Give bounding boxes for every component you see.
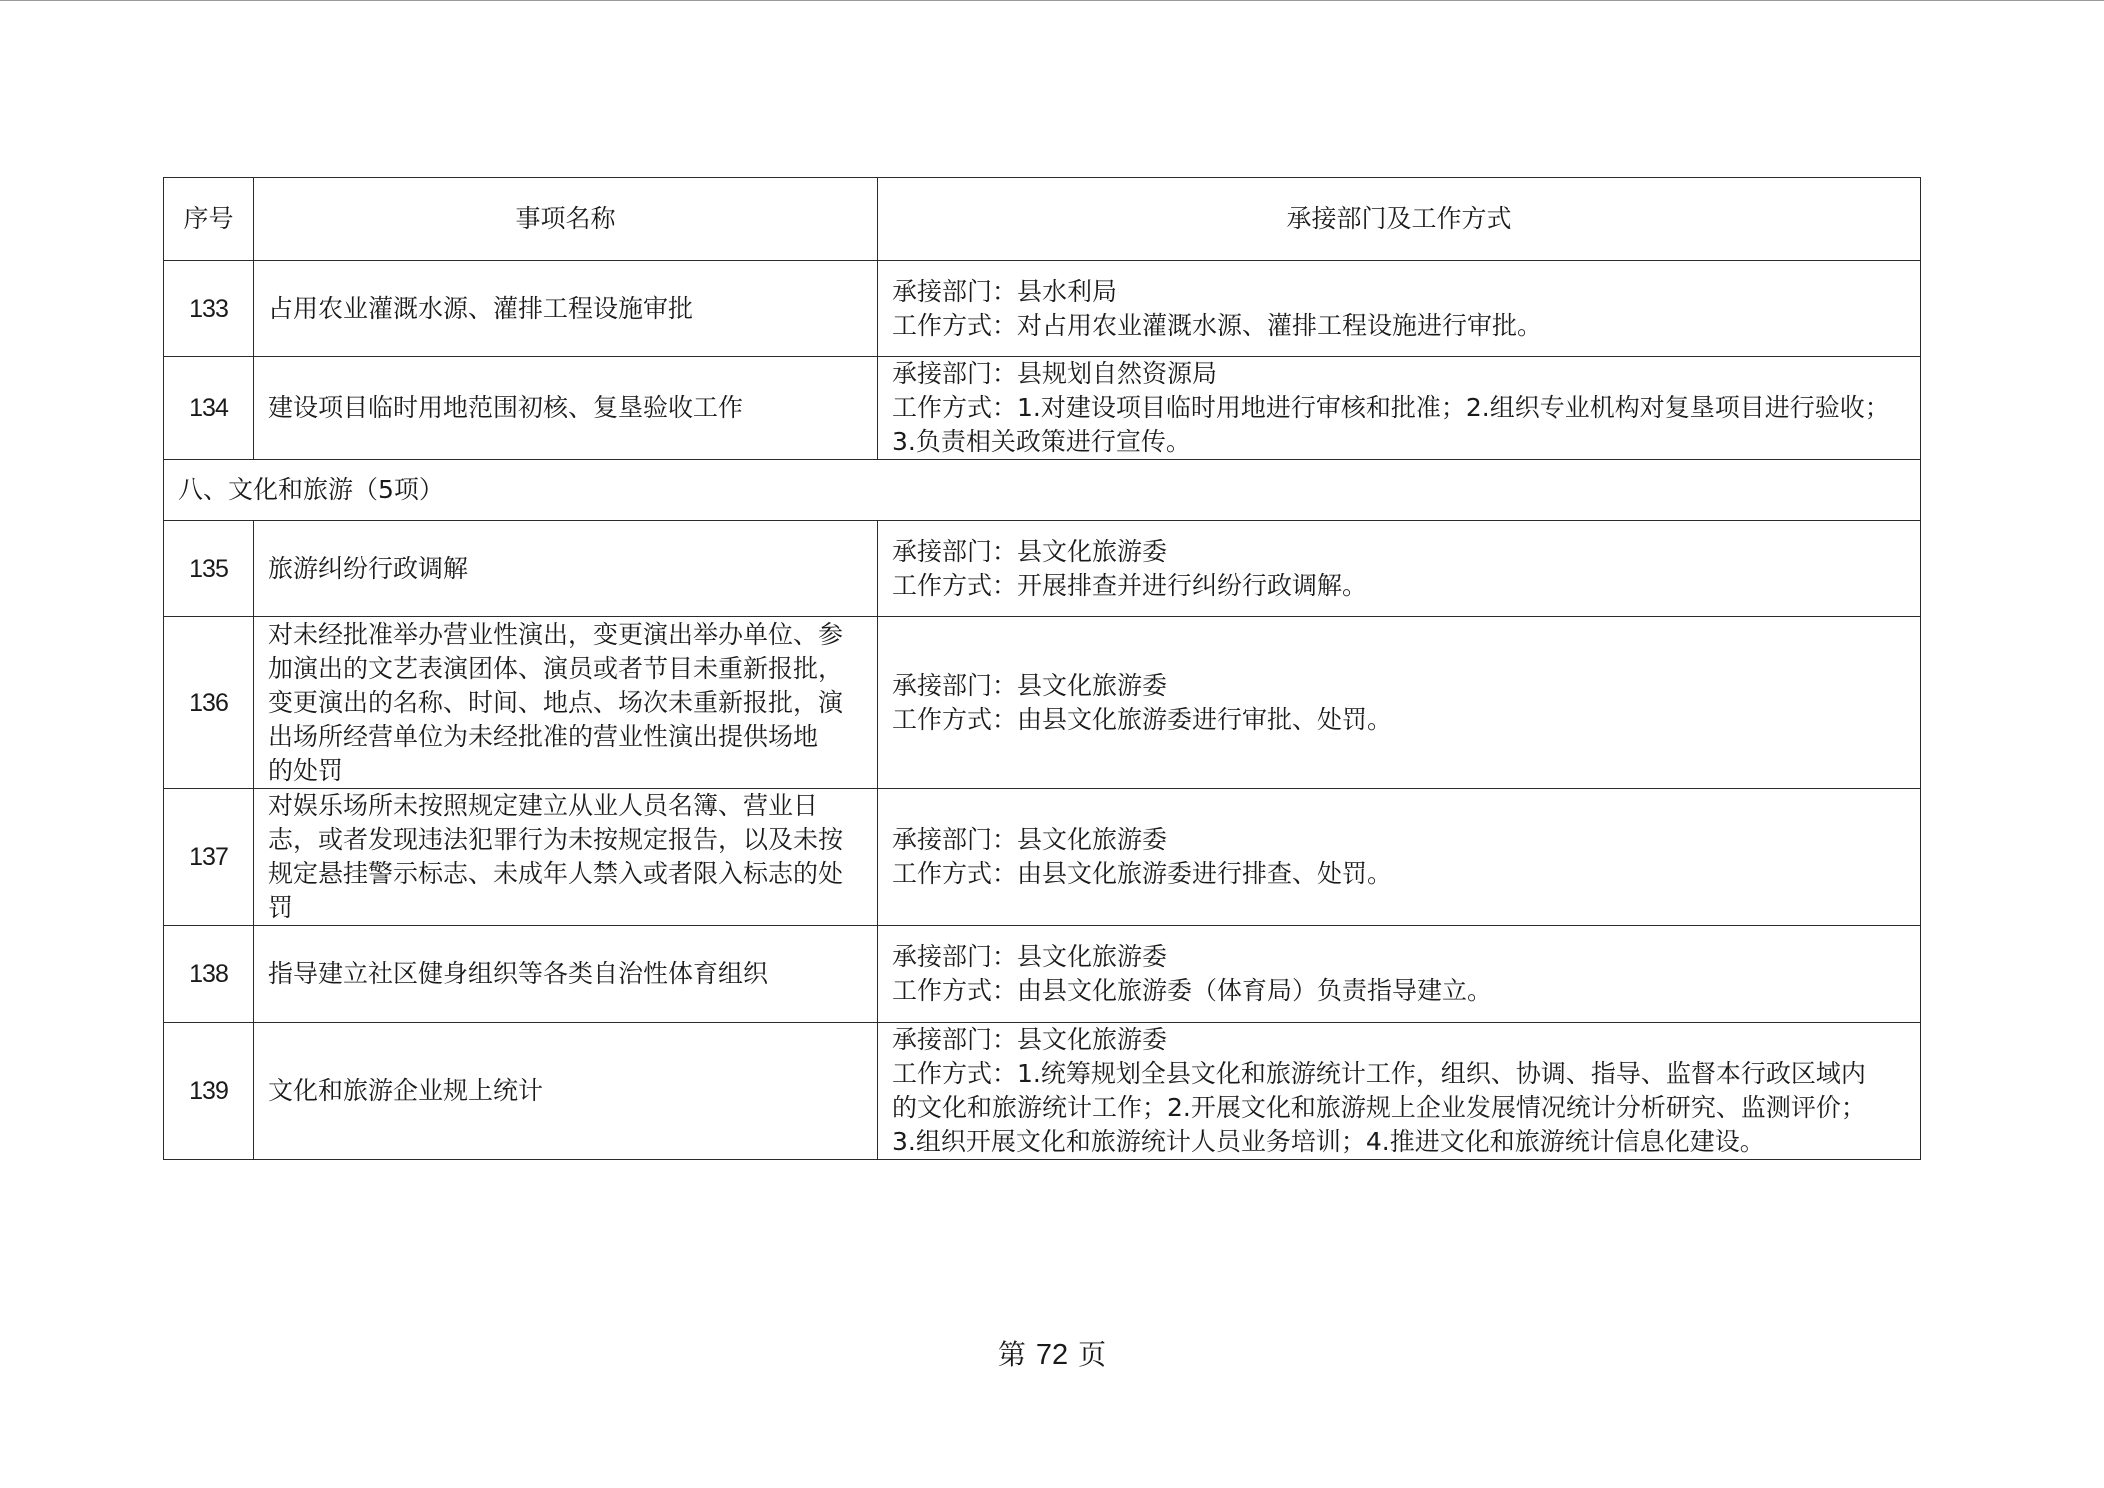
method-line: 工作方式：对占用农业灌溉水源、灌排工程设施进行审批。 bbox=[892, 310, 1543, 340]
row-department-method bbox=[878, 617, 1921, 789]
row-department-method bbox=[878, 1023, 1921, 1160]
row-serial-number: 138 bbox=[164, 926, 254, 1023]
item-name-line: 文化和旅游企业规上统计 bbox=[268, 1076, 544, 1105]
department-line: 承接部门：县文化旅游委 bbox=[892, 1025, 1168, 1054]
row-serial-number: 133 bbox=[164, 261, 254, 357]
page-top-edge bbox=[0, 0, 2104, 1]
row-department-method bbox=[878, 789, 1921, 926]
row-serial-number: 137 bbox=[164, 789, 254, 926]
page-number: 72 bbox=[1035, 1339, 1069, 1371]
row-serial-number: 136 bbox=[164, 617, 254, 789]
table-row bbox=[164, 261, 1921, 357]
row-item-name bbox=[254, 1023, 878, 1160]
department-line: 承接部门：县文化旅游委 bbox=[892, 536, 1168, 566]
section-row bbox=[164, 460, 1921, 521]
row-department-method bbox=[878, 357, 1921, 460]
item-name-line: 志，或者发现违法犯罪行为未按规定报告，以及未按 bbox=[268, 825, 844, 854]
department-line: 承接部门：县规划自然资源局 bbox=[892, 359, 1218, 388]
table-row bbox=[164, 1023, 1921, 1160]
page-footer bbox=[0, 1333, 2104, 1373]
row-item-name bbox=[254, 926, 878, 1023]
item-name-line: 旅游纠纷行政调解 bbox=[268, 553, 469, 583]
table-row bbox=[164, 926, 1921, 1023]
row-item-name bbox=[254, 521, 878, 617]
method-line: 3.组织开展文化和旅游统计人员业务培训；4.推进文化和旅游统计信息化建设。 bbox=[892, 1127, 1765, 1156]
row-item-name bbox=[254, 617, 878, 789]
header-serial-number: 序号 bbox=[164, 178, 254, 261]
row-item-name bbox=[254, 789, 878, 926]
items-table bbox=[163, 177, 1921, 1160]
department-line: 承接部门：县水利局 bbox=[892, 276, 1118, 306]
table-row bbox=[164, 617, 1921, 789]
row-department-method bbox=[878, 521, 1921, 617]
row-department-method bbox=[878, 926, 1921, 1023]
department-line: 承接部门：县文化旅游委 bbox=[892, 942, 1168, 971]
header-item-name: 事项名称 bbox=[254, 178, 878, 261]
method-line: 工作方式：由县文化旅游委进行审批、处罚。 bbox=[892, 704, 1393, 734]
row-serial-number: 135 bbox=[164, 521, 254, 617]
method-line: 工作方式：1.对建设项目临时用地进行审核和批准；2.组织专业机构对复垦项目进行验收； bbox=[892, 393, 1890, 422]
table-row bbox=[164, 521, 1921, 617]
item-name-line: 变更演出的名称、时间、地点、场次未重新报批，演 bbox=[268, 687, 844, 717]
method-line: 工作方式：1.统筹规划全县文化和旅游统计工作，组织、协调、指导、监督本行政区域内 bbox=[892, 1059, 1866, 1088]
item-name-line: 对娱乐场所未按照规定建立从业人员名簿、营业日 bbox=[268, 791, 819, 820]
item-name-line: 出场所经营单位为未经批准的营业性演出提供场地 bbox=[268, 721, 819, 751]
footer-prefix: 第 bbox=[997, 1338, 1026, 1371]
method-line: 工作方式：由县文化旅游委进行排查、处罚。 bbox=[892, 859, 1393, 888]
item-name-line: 指导建立社区健身组织等各类自治性体育组织 bbox=[268, 959, 769, 988]
table-row bbox=[164, 789, 1921, 926]
method-line: 工作方式：由县文化旅游委（体育局）负责指导建立。 bbox=[892, 976, 1493, 1005]
table-row bbox=[164, 357, 1921, 460]
footer-suffix: 页 bbox=[1078, 1338, 1107, 1371]
row-item-name bbox=[254, 261, 878, 357]
row-item-name bbox=[254, 357, 878, 460]
item-name-line: 规定悬挂警示标志、未成年人禁入或者限入标志的处 bbox=[268, 859, 844, 888]
header-department-method: 承接部门及工作方式 bbox=[878, 178, 1921, 261]
section-title: 八、文化和旅游（5项） bbox=[164, 460, 1921, 521]
item-name-line: 罚 bbox=[268, 893, 294, 922]
item-name-line: 对未经批准举办营业性演出，变更演出举办单位、参 bbox=[268, 619, 844, 649]
row-serial-number: 134 bbox=[164, 357, 254, 460]
row-department-method bbox=[878, 261, 1921, 357]
department-line: 承接部门：县文化旅游委 bbox=[892, 825, 1168, 854]
item-name-line: 占用农业灌溉水源、灌排工程设施审批 bbox=[268, 293, 694, 323]
table-body bbox=[164, 261, 1921, 1160]
method-line: 3.负责相关政策进行宣传。 bbox=[892, 427, 1191, 456]
item-name-line: 的处罚 bbox=[268, 755, 344, 785]
item-name-line: 建设项目临时用地范围初核、复垦验收工作 bbox=[268, 393, 744, 422]
method-line: 工作方式：开展排查并进行纠纷行政调解。 bbox=[892, 570, 1368, 600]
method-line: 的文化和旅游统计工作；2.开展文化和旅游规上企业发展情况统计分析研究、监测评价； bbox=[892, 1093, 1866, 1122]
row-serial-number: 139 bbox=[164, 1023, 254, 1160]
item-name-line: 加演出的文艺表演团体、演员或者节目未重新报批， bbox=[268, 653, 844, 683]
department-line: 承接部门：县文化旅游委 bbox=[892, 670, 1168, 700]
table-header-row bbox=[164, 178, 1921, 261]
